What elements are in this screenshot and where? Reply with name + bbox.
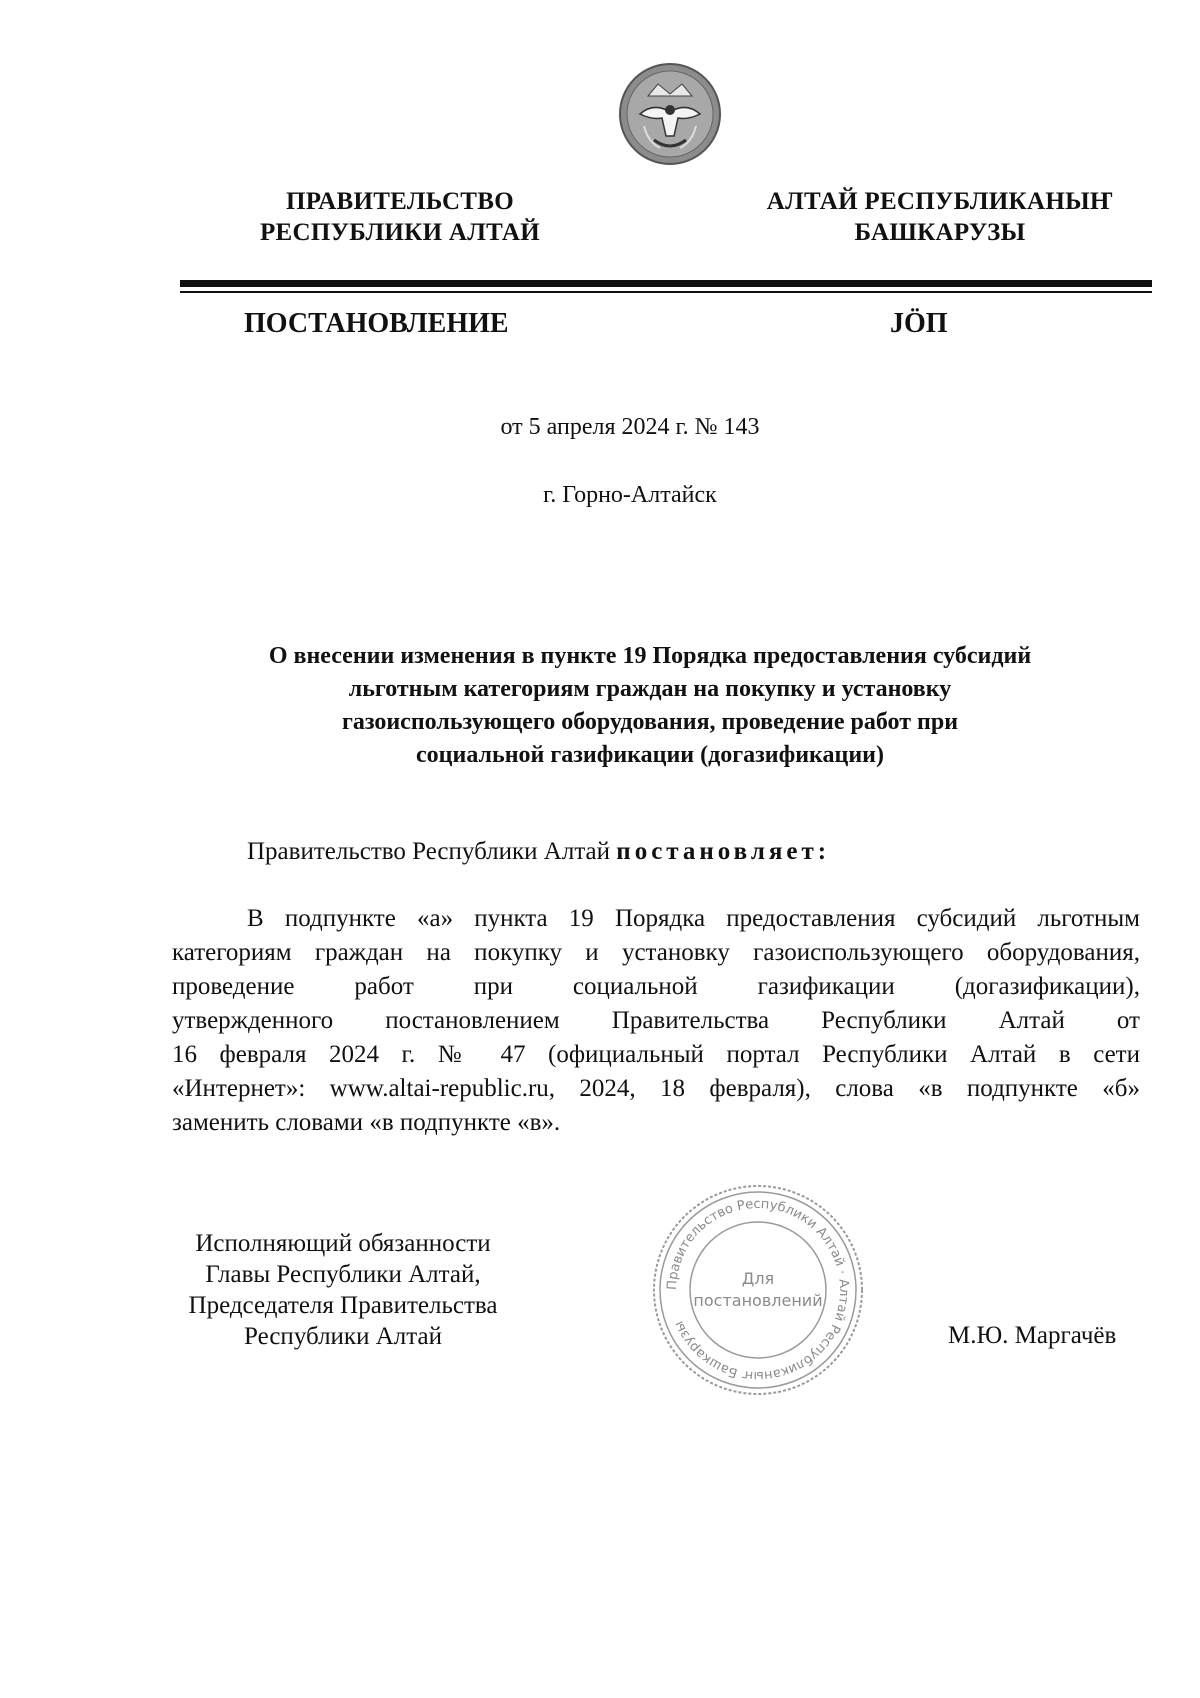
header-left-org xyxy=(230,186,570,248)
header-divider-thick xyxy=(180,280,1152,287)
body-line: «Интернет»: www.altai-republic.ru, 2024, 18 февраля), слова «в подпункте «б» xyxy=(172,1075,1140,1102)
header-left-line-2: РЕСПУБЛИКИ АЛТАЙ xyxy=(259,219,540,246)
subject-line: газоиспользующего оборудования, проведение работ при xyxy=(341,709,959,735)
body-line: утвержденного постановлением Правительства Республики Алтай от xyxy=(172,1007,1140,1034)
signatory-title-line: Республики Алтай xyxy=(244,1323,442,1350)
signatory-title-line: Главы Республики Алтай, xyxy=(205,1261,481,1288)
signatory-title xyxy=(158,1228,528,1352)
header-right-line-2: БАШКАРУЗЫ xyxy=(854,219,1026,246)
body-line: В подпункте «а» пункта 19 Порядка предоставления субсидий льготным xyxy=(247,905,1140,932)
document-subject xyxy=(170,640,1130,772)
subject-line: льготным категориям граждан на покупку и установку xyxy=(348,676,952,702)
subject-line: О внесении изменения в пункте 19 Порядка предоставления субсидий xyxy=(268,643,1032,669)
doc-type-right: JÖП xyxy=(890,308,948,339)
body-paragraph xyxy=(172,902,1140,1140)
signatory-title-line: Председателя Правительства xyxy=(188,1292,498,1319)
stamp-center-line-1: Для xyxy=(741,1269,775,1288)
signatory-name: М.Ю. Маргачёв xyxy=(948,1322,1117,1349)
body-line: заменить словами «в подпункте «в». xyxy=(172,1109,561,1136)
header-divider-thin xyxy=(180,291,1152,293)
doc-type-left: ПОСТАНОВЛЕНИЕ xyxy=(244,308,509,339)
coat-of-arms-emblem-icon xyxy=(618,62,722,166)
document-city: г. Горно-Алтайск xyxy=(543,482,717,508)
preamble-text: Правительство Республики Алтай xyxy=(247,838,611,865)
stamp-center-line-2: постановлений xyxy=(693,1291,823,1310)
signatory-title-line: Исполняющий обязанности xyxy=(195,1230,491,1257)
official-stamp-icon xyxy=(648,1180,868,1400)
preamble-emphasis: постановляет: xyxy=(616,838,831,865)
header-right-org xyxy=(730,186,1150,248)
document-date-number: от 5 апреля 2024 г. № 143 xyxy=(500,414,760,440)
header-right-line-1: АЛТАЙ РЕСПУБЛИКАНЫҤ xyxy=(766,188,1114,215)
body-line: проведение работ при социальной газификации (догазификации), xyxy=(172,973,1140,1000)
stamp-ring-text: Правительство Республики Алтай · Алтай Республиканыҥ Башкарузы xyxy=(664,1196,852,1384)
header-left-line-1: ПРАВИТЕЛЬСТВО xyxy=(286,188,514,215)
preamble xyxy=(247,838,830,866)
body-line: 16 февраля 2024 г. № 47 (официальный портал Республики Алтай в сети xyxy=(172,1041,1140,1068)
body-line: категориям граждан на покупку и установку газоиспользующего оборудования, xyxy=(172,939,1140,966)
subject-line: социальной газификации (догазификации) xyxy=(416,742,884,768)
